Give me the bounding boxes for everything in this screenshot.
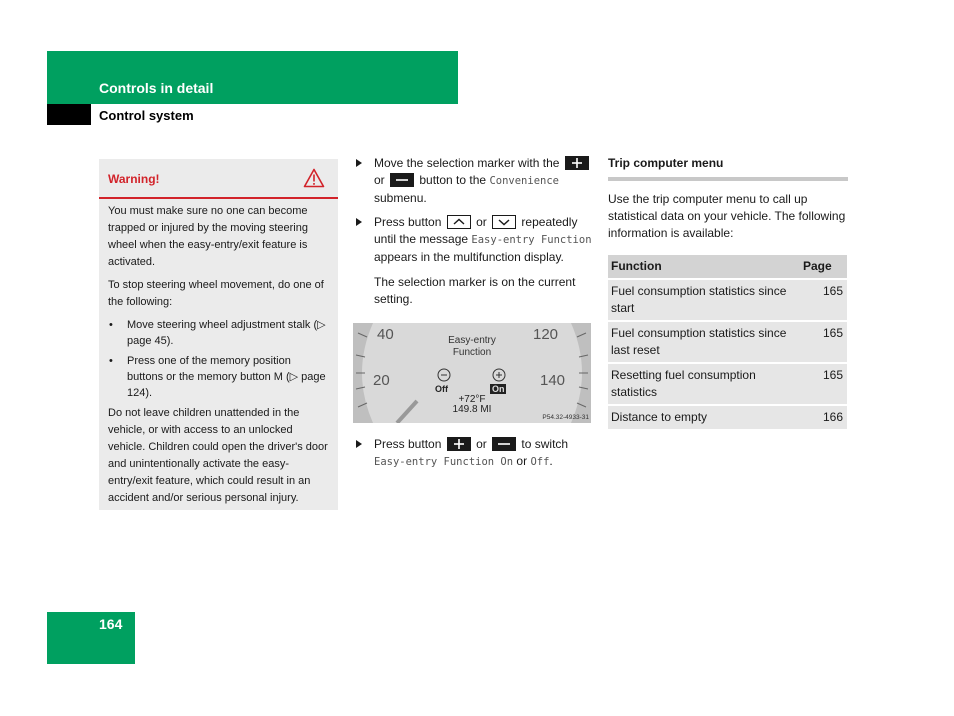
step-text: or [374, 173, 385, 187]
display-mileage: 149.8 MI [452, 404, 492, 415]
trip-computer-heading: Trip computer menu [608, 155, 848, 181]
instructions-column [356, 155, 596, 478]
step-text: Move the selection marker with the [374, 156, 560, 170]
table-header-row [608, 255, 847, 279]
display-temperature: +72°F [458, 394, 486, 405]
display-title: Easy-entry [448, 335, 496, 346]
bullet-arrow-icon [356, 218, 362, 226]
minus-key-icon [390, 173, 414, 187]
warning-body [99, 199, 338, 507]
instruction-step [356, 214, 596, 266]
warning-paragraph: To stop steering wheel movement, do one of the following: [108, 279, 324, 308]
page-cell: 166 [800, 405, 847, 430]
subsection-title: Control system [99, 108, 194, 123]
step-text: repeatedly until the message [374, 215, 578, 246]
display-message: Convenience [489, 175, 559, 187]
step-text: submenu. [374, 191, 427, 205]
gauge-tick-label: 140 [540, 372, 566, 389]
function-cell: Resetting fuel consumption statistics [608, 363, 800, 405]
subsection-marker [47, 104, 91, 125]
up-key-icon [447, 215, 471, 229]
warning-paragraph: You must make sure no one can become trapped or injured by the moving steering wheel when the easy-entry/exit feature is activated. [108, 205, 308, 268]
step-text: to switch [521, 437, 569, 451]
minus-key-icon [492, 437, 516, 451]
table-row [608, 363, 847, 405]
page-cell: 165 [800, 279, 847, 321]
display-title: Function [452, 347, 492, 358]
display-message: Off [530, 456, 550, 468]
display-message: Easy-entry Function On [374, 456, 514, 468]
function-table [608, 255, 847, 431]
warning-list-item: • Press one of the memory position buttons or the memory button M (▷ page 124). [108, 353, 329, 401]
trip-computer-section [608, 155, 848, 431]
step-text: . [549, 454, 553, 468]
page-cell: 165 [800, 321, 847, 363]
section-band [47, 51, 458, 104]
table-row [608, 279, 847, 321]
multifunction-display-image [353, 323, 591, 423]
warning-triangle-icon [303, 168, 325, 188]
step-text: Press button [374, 215, 442, 229]
step-text: Press button [374, 437, 442, 451]
step-text: appears in the multifunction display. [374, 250, 564, 264]
gauge-tick-label: 120 [533, 326, 559, 343]
display-off-label: Off [435, 384, 448, 394]
page-number: 164 [99, 616, 123, 632]
display-message: Easy-entry Function [471, 234, 592, 246]
step-text: or [516, 454, 528, 468]
plus-key-icon [565, 156, 589, 170]
step-text: button to the [419, 173, 487, 187]
gauge-tick-label: 40 [377, 326, 394, 343]
function-cell: Distance to empty [608, 405, 800, 430]
function-cell: Fuel consumption statistics since last reset [608, 321, 800, 363]
instruction-step [356, 436, 596, 471]
step-text: or [476, 215, 487, 229]
warning-paragraph: Do not leave children unattended in the vehicle, or with access to an unlocked vehicle. Children could open the driver's door and unintentionally activate the easy-entry/exit feature, which could result in an accident and/or serious personal injury. [108, 407, 328, 504]
trip-computer-intro: Use the trip computer menu to call up statistical data on your vehicle. The following information is available: [608, 192, 846, 240]
table-row [608, 405, 847, 430]
step-text: or [476, 437, 487, 451]
warning-list-item: • Move steering wheel adjustment stalk (▷ page 45). [108, 317, 329, 349]
warning-title: Warning! [108, 172, 160, 186]
display-on-label: On [492, 384, 505, 394]
warning-box [99, 159, 338, 510]
note-text: The selection marker is on the current setting. [374, 275, 576, 306]
warning-header [99, 159, 338, 199]
down-key-icon [492, 215, 516, 229]
plus-key-icon [447, 437, 471, 451]
image-reference: P54.32-4933-31 [542, 414, 589, 421]
instruction-step [356, 155, 596, 207]
bullet-arrow-icon [356, 440, 362, 448]
section-title: Controls in detail [99, 80, 214, 96]
warning-list [108, 317, 329, 401]
function-cell: Fuel consumption statistics since start [608, 279, 800, 321]
column-header-function: Function [608, 255, 800, 279]
column-header-page: Page [800, 255, 847, 279]
bullet-arrow-icon [356, 159, 362, 167]
table-row [608, 321, 847, 363]
gauge-tick-label: 20 [373, 372, 390, 389]
page-cell: 165 [800, 363, 847, 405]
